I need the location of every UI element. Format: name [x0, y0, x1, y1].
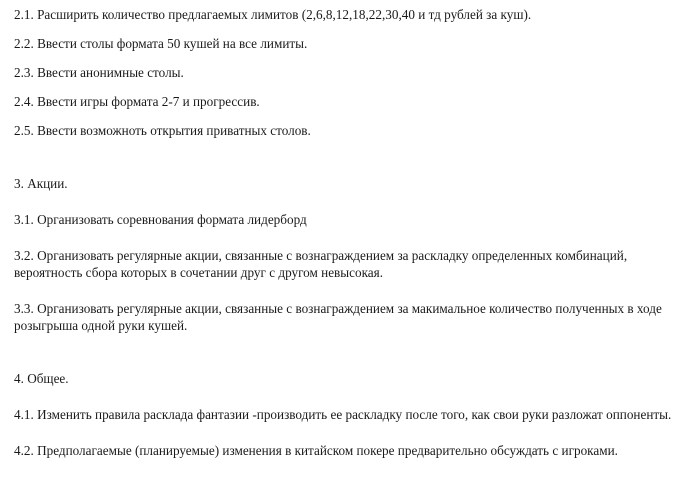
paragraph-spacer	[14, 228, 686, 247]
paragraph-spacer	[14, 387, 686, 406]
paragraph-spacer	[14, 192, 686, 211]
paragraph-2-2: 2.2. Ввести столы формата 50 кушей на все лимиты.	[14, 36, 308, 51]
paragraph-spacer	[14, 423, 686, 442]
paragraph-spacer	[14, 52, 686, 64]
paragraph-spacer	[14, 110, 686, 122]
paragraph-2-1: 2.1. Расширить количество предлагаемых лимитов (2,6,8,12,18,22,30,40 и тд рублей за куш).	[14, 7, 532, 22]
paragraph-3-3: 3.3. Организовать регулярные акции, связанные с вознаграждением за макимальное количество полученных в ходе розыгрыша одной руки кушей.	[14, 301, 666, 333]
paragraph-4-2: 4.2. Предполагаемые (планируемые) изменения в китайском покере предварительно обсуждать с игроками.	[14, 443, 618, 458]
paragraph-spacer	[14, 281, 686, 300]
paragraph-2-5: 2.5. Ввести возможноть открытия приватных столов.	[14, 123, 311, 138]
section-spacer	[14, 334, 686, 370]
paragraph-spacer	[14, 81, 686, 93]
paragraph-4-1: 4.1. Изменить правила расклада фантазии -производить ее раскладку после того, как свои руки разложат оппоненты.	[14, 407, 672, 422]
paragraph-3-2: 3.2. Организовать регулярные акции, связанные с вознаграждением за раскладку определенных комбинаций, вероятность сбора которых в сочетании друг с другом невысокая.	[14, 248, 631, 280]
paragraph-spacer	[14, 23, 686, 35]
paragraph-2-3: 2.3. Ввести анонимные столы.	[14, 65, 184, 80]
section-heading-4: 4. Общее.	[14, 371, 69, 386]
paragraph-3-1: 3.1. Организовать соревнования формата лидерборд	[14, 212, 307, 227]
section-heading-3: 3. Акции.	[14, 176, 68, 191]
section-spacer	[14, 139, 686, 175]
paragraph-2-4: 2.4. Ввести игры формата 2-7 и прогрессив.	[14, 94, 260, 109]
